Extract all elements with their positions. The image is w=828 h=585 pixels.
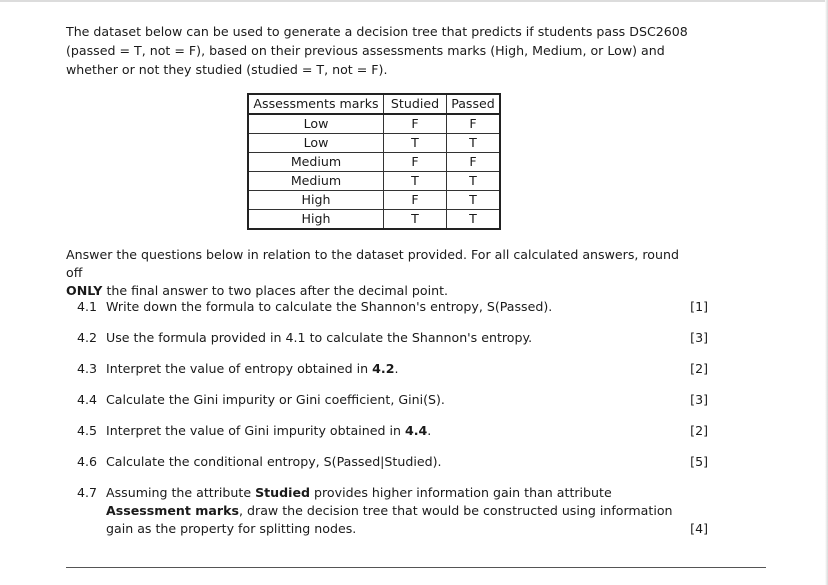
question-text-end: . bbox=[394, 361, 399, 376]
question-marks: [2] bbox=[690, 423, 708, 438]
question-number: 4.2 bbox=[77, 330, 98, 345]
question-marks: [5] bbox=[690, 454, 708, 469]
question-4-3 bbox=[77, 360, 723, 391]
cell-studied: F bbox=[384, 153, 447, 172]
question-number: 4.7 bbox=[77, 485, 98, 500]
table-row bbox=[248, 172, 500, 191]
question-reference: 4.4 bbox=[404, 423, 428, 438]
cell-passed: T bbox=[447, 172, 501, 191]
cell-passed: F bbox=[447, 153, 501, 172]
table-row bbox=[248, 134, 500, 153]
cell-assessment: Low bbox=[248, 114, 384, 134]
question-4-6 bbox=[77, 453, 723, 484]
document-page bbox=[66, 22, 708, 536]
intro-line-2: (passed = T, not = F), based on their previous assessments marks (High, Medium, or Low) and bbox=[66, 43, 665, 58]
question-text: Interpret the value of entropy obtained in bbox=[106, 361, 373, 376]
table-row bbox=[248, 191, 500, 210]
dataset-table bbox=[247, 93, 501, 230]
page-top-edge bbox=[0, 0, 828, 2]
cell-assessment: Medium bbox=[248, 172, 384, 191]
question-marks: [3] bbox=[690, 392, 708, 407]
cell-passed: T bbox=[447, 191, 501, 210]
question-number: 4.5 bbox=[77, 423, 98, 438]
question-text: Assuming the attribute bbox=[106, 485, 256, 500]
intro-line-1: The dataset below can be used to generate a decision tree that predicts if students pass DSC2608 bbox=[66, 24, 688, 39]
dataset-table-wrapper bbox=[247, 93, 501, 230]
cell-studied: F bbox=[384, 114, 447, 134]
instructions-emphasis: ONLY bbox=[66, 283, 103, 298]
question-text: Write down the formula to calculate the Shannon's entropy, S(Passed). bbox=[106, 299, 553, 314]
question-text: , draw the decision tree that would be constructed using information gain as the property for splitting nodes. bbox=[106, 503, 673, 536]
question-number: 4.6 bbox=[77, 454, 98, 469]
header-passed: Passed bbox=[447, 94, 501, 114]
cell-passed: T bbox=[447, 134, 501, 153]
question-text: provides higher information gain than attribute bbox=[310, 485, 612, 500]
cell-assessment: High bbox=[248, 191, 384, 210]
question-4-2 bbox=[77, 329, 723, 360]
bottom-divider bbox=[66, 567, 766, 568]
cell-studied: T bbox=[384, 134, 447, 153]
table-row bbox=[248, 210, 500, 230]
header-assessments-marks: Assessments marks bbox=[248, 94, 384, 114]
question-number: 4.4 bbox=[77, 392, 98, 407]
intro-line-3: whether or not they studied (studied = T, not = F). bbox=[66, 62, 388, 77]
question-reference: 4.2 bbox=[372, 361, 395, 376]
cell-assessment: High bbox=[248, 210, 384, 230]
question-text-block bbox=[106, 484, 691, 538]
question-4-7 bbox=[77, 484, 723, 538]
cell-studied: T bbox=[384, 172, 447, 191]
header-studied: Studied bbox=[384, 94, 447, 114]
question-text-end: . bbox=[427, 423, 432, 438]
cell-assessment: Low bbox=[248, 134, 384, 153]
cell-studied: T bbox=[384, 210, 447, 230]
question-text: Use the formula provided in 4.1 to calculate the Shannon's entropy. bbox=[106, 330, 533, 345]
question-text: Calculate the Gini impurity or Gini coefficient, Gini(S). bbox=[106, 392, 445, 407]
question-text: Interpret the value of Gini impurity obtained in bbox=[106, 423, 405, 438]
intro-paragraph bbox=[66, 22, 696, 79]
attribute-assessment-marks: Assessment marks bbox=[106, 503, 240, 518]
cell-assessment: Medium bbox=[248, 153, 384, 172]
table-row bbox=[248, 153, 500, 172]
question-4-5 bbox=[77, 422, 723, 453]
cell-studied: F bbox=[384, 191, 447, 210]
instructions-line-1: Answer the questions below in relation to the dataset provided. For all calculated answers, round off bbox=[66, 247, 679, 280]
question-list bbox=[77, 298, 723, 538]
cell-passed: F bbox=[447, 114, 501, 134]
question-4-1 bbox=[77, 298, 723, 329]
question-text: Calculate the conditional entropy, S(Passed|Studied). bbox=[106, 454, 442, 469]
cell-passed: T bbox=[447, 210, 501, 230]
question-marks: [3] bbox=[690, 330, 708, 345]
attribute-studied: Studied bbox=[255, 485, 311, 500]
instructions-line-2-text: the final answer to two places after the decimal point. bbox=[102, 283, 449, 298]
question-4-4 bbox=[77, 391, 723, 422]
question-number: 4.1 bbox=[77, 299, 98, 314]
question-marks: [2] bbox=[690, 361, 708, 376]
table-header-row bbox=[248, 94, 500, 114]
question-number: 4.3 bbox=[77, 361, 98, 376]
question-marks: [4] bbox=[690, 521, 708, 536]
question-marks: [1] bbox=[690, 299, 708, 314]
instructions-paragraph bbox=[66, 246, 696, 300]
table-row bbox=[248, 114, 500, 134]
